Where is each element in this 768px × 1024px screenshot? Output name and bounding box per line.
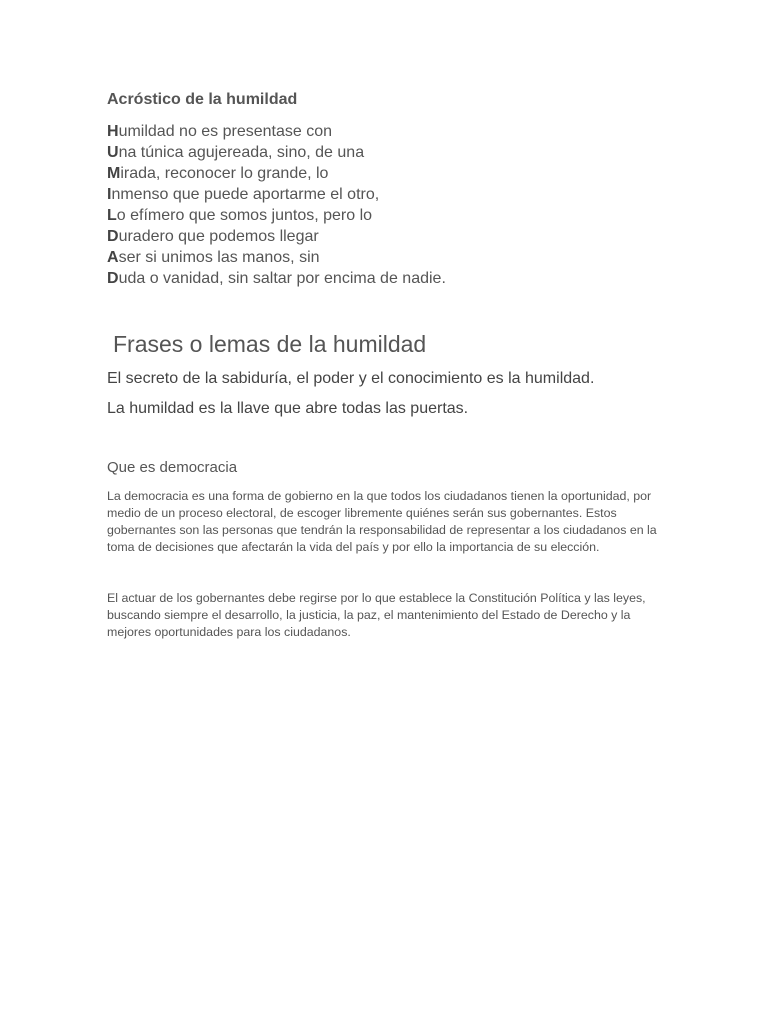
- acrostic-line: [107, 142, 446, 163]
- acrostic-initial: A: [107, 249, 119, 266]
- acrostic-line-text: irada, reconocer lo grande, lo: [120, 165, 329, 182]
- acrostic-line: [107, 121, 446, 142]
- acrostic-line-text: umildad no es presentase con: [118, 123, 333, 140]
- acrostic-initial: U: [107, 144, 119, 161]
- acrostic-initial: M: [107, 165, 121, 182]
- frase-item: El secreto de la sabiduría, el poder y el conocimiento es la humildad.: [107, 370, 595, 387]
- acrostic-line-text: ser si unimos las manos, sin: [118, 249, 320, 266]
- acrostic-initial: I: [107, 186, 112, 203]
- acrostic-line: [107, 163, 446, 184]
- acrostic-line-text: uda o vanidad, sin saltar por encima de nadie.: [118, 270, 446, 287]
- acrostic-lines: [107, 121, 446, 289]
- frase-item: La humildad es la llave que abre todas las puertas.: [107, 400, 469, 417]
- acrostic-initial: L: [107, 207, 117, 224]
- democracia-paragraph: El actuar de los gobernantes debe regirse por lo que establece la Constitución Política y las leyes, buscando siempre el desarrollo, la justicia, la paz, el mantenimiento del Estado de Derecho y la mejores oportunidades para los ciudadanos.: [107, 591, 646, 639]
- acrostic-line-text: nmenso que puede aportarme el otro,: [111, 186, 380, 203]
- acrostic-line: [107, 184, 446, 205]
- acrostic-title: Acróstico de la humildad: [107, 91, 298, 108]
- democracia-paragraph: La democracia es una forma de gobierno en la que todos los ciudadanos tienen la oportunidad, por medio de un proceso electoral, de escoger libremente quiénes serán sus gobernantes. Estos gobernantes son las personas que tendrán la responsabilidad de representar a los ciudadanos en la toma de decisiones que afectarán la vida del país y por ello la importancia de su elección.: [107, 489, 657, 554]
- acrostic-initial: D: [107, 228, 119, 245]
- acrostic-initial: H: [107, 123, 119, 140]
- acrostic-line-text: o efímero que somos juntos, pero lo: [116, 207, 373, 224]
- acrostic-line: [107, 247, 446, 268]
- acrostic-line: [107, 226, 446, 247]
- acrostic-line-text: na túnica agujereada, sino, de una: [118, 144, 365, 161]
- frases-heading: Frases o lemas de la humildad: [113, 331, 427, 357]
- acrostic-initial: D: [107, 270, 119, 287]
- democracia-heading: Que es democracia: [107, 459, 238, 476]
- acrostic-line: [107, 205, 446, 226]
- acrostic-line: [107, 268, 446, 289]
- acrostic-line-text: uradero que podemos llegar: [118, 228, 319, 245]
